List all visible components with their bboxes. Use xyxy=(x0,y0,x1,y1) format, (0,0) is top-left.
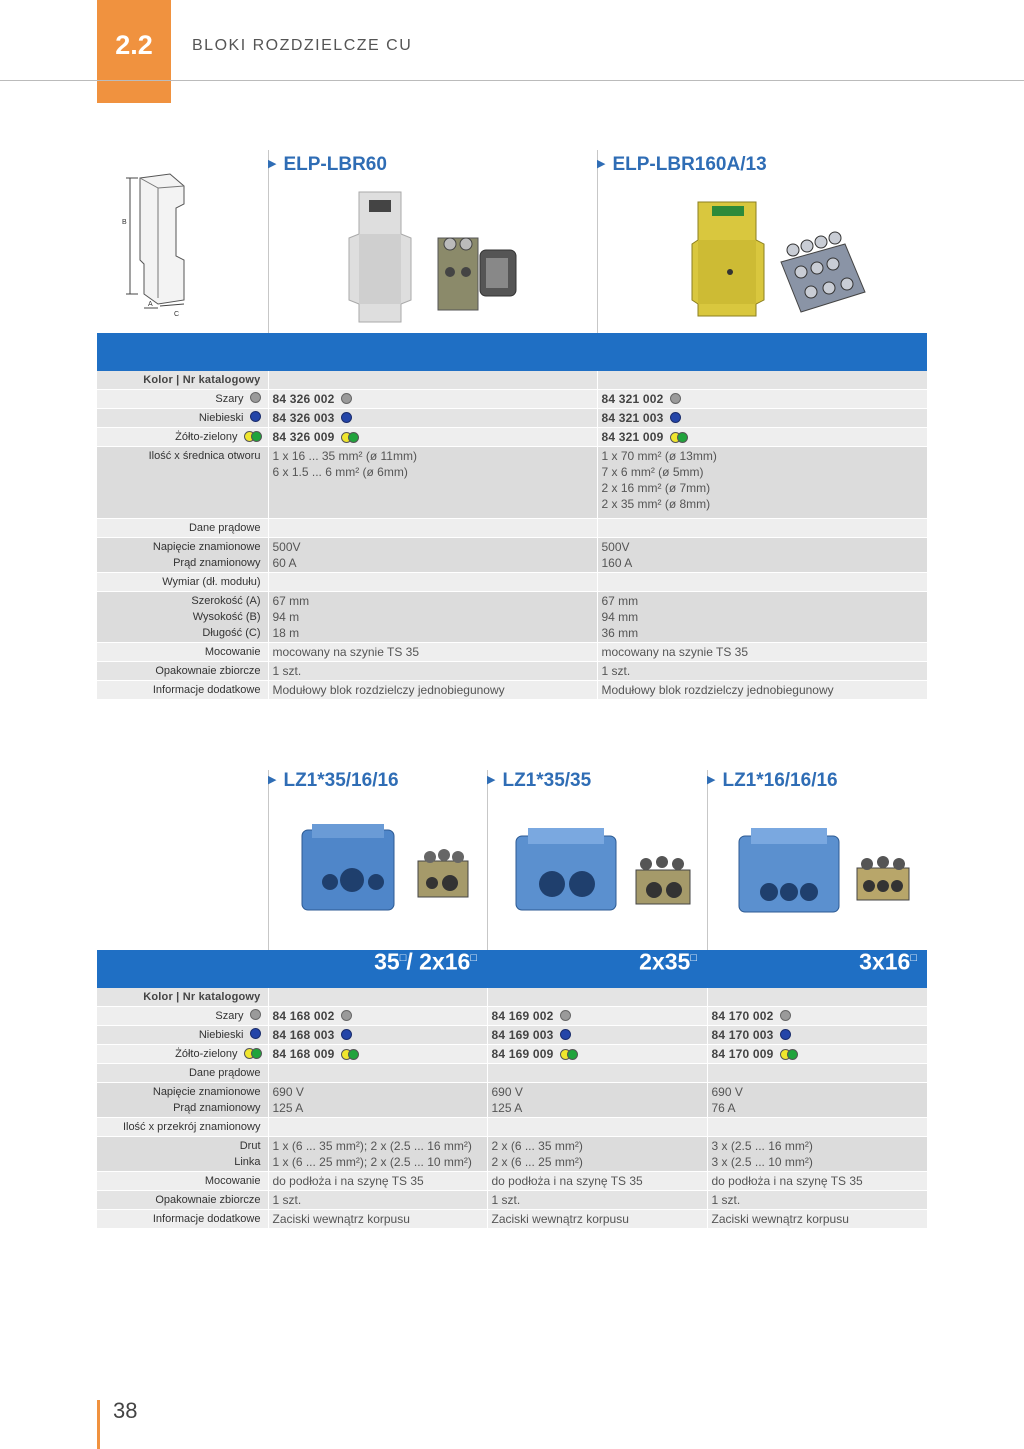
blue-dot-icon xyxy=(560,1029,571,1040)
blue-dot-icon xyxy=(250,1028,261,1039)
gray-dot-icon xyxy=(250,1009,261,1020)
dim-label-c: C xyxy=(174,311,180,318)
product-title: ▶ LZ1*16/16/16 xyxy=(707,770,838,791)
gray-dot-icon xyxy=(341,1010,352,1021)
section-title: BLOKI ROZDZIELCZE CU xyxy=(192,37,413,54)
section-tab xyxy=(97,0,171,103)
column-divider xyxy=(597,150,598,335)
table-row: Wymiar (dł. modułu) xyxy=(97,573,927,592)
table-row: Ilość x średnica otworu 1 x 16 ... 35 mm² (ø 11mm) 6 x 1.5 ... 6 mm² (ø 6mm) 1 x 70 mm² (ø 13mm) 7 x 6 mm² (ø 5mm) 2 x 16 mm² (ø 7mm) 2 x 35 mm² (ø 8mm) xyxy=(97,447,927,519)
blue-dot-icon xyxy=(341,412,352,423)
triangle-icon: ▶ xyxy=(707,774,716,786)
gray-dot-icon xyxy=(250,392,261,403)
blue-dot-icon xyxy=(250,411,261,422)
product-image-lz1-35-35 xyxy=(512,826,620,916)
product-image-elp-lbr60-gray xyxy=(345,188,415,326)
gray-dot-icon xyxy=(560,1010,571,1021)
triangle-icon: ▶ xyxy=(268,774,277,786)
column-divider xyxy=(707,770,708,950)
table-row: Ilość x przekrój znamionowy xyxy=(97,1118,927,1137)
table-row: Opakownaie zbiorcze 1 szt. 1 szt. 1 szt. xyxy=(97,1191,927,1210)
terminal-insert-image xyxy=(855,852,911,904)
blue-dot-icon xyxy=(780,1029,791,1040)
yellow-green-dot-icon xyxy=(341,432,358,442)
yellow-green-dot-icon xyxy=(244,1048,261,1058)
table-row: Napięcie znamionowe Prąd znamionowy 500V 60 A 500V 160 A xyxy=(97,538,927,573)
spec-table-bottom xyxy=(97,950,927,1229)
table-row: Niebieski 84 326 003 84 321 003 xyxy=(97,409,927,428)
blue-dot-icon xyxy=(341,1029,352,1040)
dim-label-b: B xyxy=(122,219,127,226)
gray-dot-icon xyxy=(341,393,352,404)
column-divider xyxy=(268,770,269,950)
table-row: Dane prądowe xyxy=(97,1064,927,1083)
yellow-green-dot-icon xyxy=(341,1049,358,1059)
product-image-elp-lbr160-terminal xyxy=(775,222,870,317)
table-row: Opakownaie zbiorcze 1 szt. 1 szt. xyxy=(97,662,927,681)
table-row: Dane prądowe xyxy=(97,519,927,538)
cross-section-label: 3x16□ xyxy=(707,950,927,988)
table-row: Informacje dodatkowe Modułowy blok rozdzielczy jednobiegunowy Modułowy blok rozdzielczy jednobiegunowy xyxy=(97,681,927,700)
table-row: Żółto-zielony 84 326 009 84 321 009 xyxy=(97,428,927,447)
product-title: ▶ ELP-LBR60 xyxy=(268,154,387,175)
header-divider xyxy=(0,80,1024,81)
table-header-bar xyxy=(97,950,927,988)
gray-dot-icon xyxy=(670,393,681,404)
table-row: Szary 84 326 002 84 321 002 xyxy=(97,390,927,409)
triangle-icon: ▶ xyxy=(487,774,496,786)
page-number: 38 xyxy=(113,1398,138,1423)
product-image-lz1-35-16-16 xyxy=(298,822,398,917)
yellow-green-dot-icon xyxy=(780,1049,797,1059)
terminal-insert-image xyxy=(634,850,692,908)
gray-dot-icon xyxy=(780,1010,791,1021)
triangle-icon: ▶ xyxy=(268,158,277,170)
column-divider xyxy=(487,770,488,950)
footer-accent-bar xyxy=(97,1400,100,1449)
table-row: Drut Linka 1 x (6 ... 35 mm²); 2 x (2.5 ... 16 mm²) 1 x (6 ... 25 mm²); 2 x (2.5 ... 10 mm²) 2 x (6 ... 35 mm²) 2 x (6 ... 25 mm²) 3 x (2.5 ... 16 mm²) 3 x (2.5 ... 10 mm²) xyxy=(97,1137,927,1172)
column-divider xyxy=(268,150,269,335)
dimension-drawing xyxy=(118,168,196,318)
table-row: Kolor | Nr katalogowy xyxy=(97,988,927,1007)
table-row: Żółto-zielony 84 168 009 84 169 009 84 170 009 xyxy=(97,1045,927,1064)
product-image-lz1-16-16-16 xyxy=(735,826,843,918)
section-number: 2.2 xyxy=(115,30,153,60)
table-row: Niebieski 84 168 003 84 169 003 84 170 003 xyxy=(97,1026,927,1045)
table-row: Kolor | Nr katalogowy xyxy=(97,371,927,390)
blue-dot-icon xyxy=(670,412,681,423)
yellow-green-dot-icon xyxy=(244,431,261,441)
table-row: Informacje dodatkowe Zaciski wewnątrz korpusu Zaciski wewnątrz korpusu Zaciski wewnątrz korpusu xyxy=(97,1210,927,1229)
product-title: ▶ ELP-LBR160A/13 xyxy=(597,154,767,175)
product-title: ▶ LZ1*35/35 xyxy=(487,770,592,791)
product-title: ▶ LZ1*35/16/16 xyxy=(268,770,399,791)
table-header-bar xyxy=(97,333,927,371)
cross-section-label: 35□/ 2x16□ xyxy=(268,950,487,988)
product-image-elp-lbr60-terminal xyxy=(432,220,527,315)
triangle-icon: ▶ xyxy=(597,158,606,170)
spec-table-top xyxy=(97,333,927,700)
table-row: Szary 84 168 002 84 169 002 84 170 002 xyxy=(97,1007,927,1026)
table-row: Napięcie znamionowe Prąd znamionowy 690 V 125 A 690 V 125 A 690 V 76 A xyxy=(97,1083,927,1118)
product-image-elp-lbr160-yellow xyxy=(690,196,768,320)
table-row: Szerokość (A) Wysokość (B) Długość (C) 67 mm 94 m 18 m 67 mm 94 mm 36 mm xyxy=(97,592,927,643)
table-row: Mocowanie mocowany na szynie TS 35 mocowany na szynie TS 35 xyxy=(97,643,927,662)
dim-label-a: A xyxy=(148,301,153,308)
yellow-green-dot-icon xyxy=(560,1049,577,1059)
terminal-insert-image xyxy=(416,843,471,901)
yellow-green-dot-icon xyxy=(670,432,687,442)
cross-section-label: 2x35□ xyxy=(487,950,707,988)
table-row: Mocowanie do podłoża i na szynę TS 35 do podłoża i na szynę TS 35 do podłoża i na szynę TS 35 xyxy=(97,1172,927,1191)
